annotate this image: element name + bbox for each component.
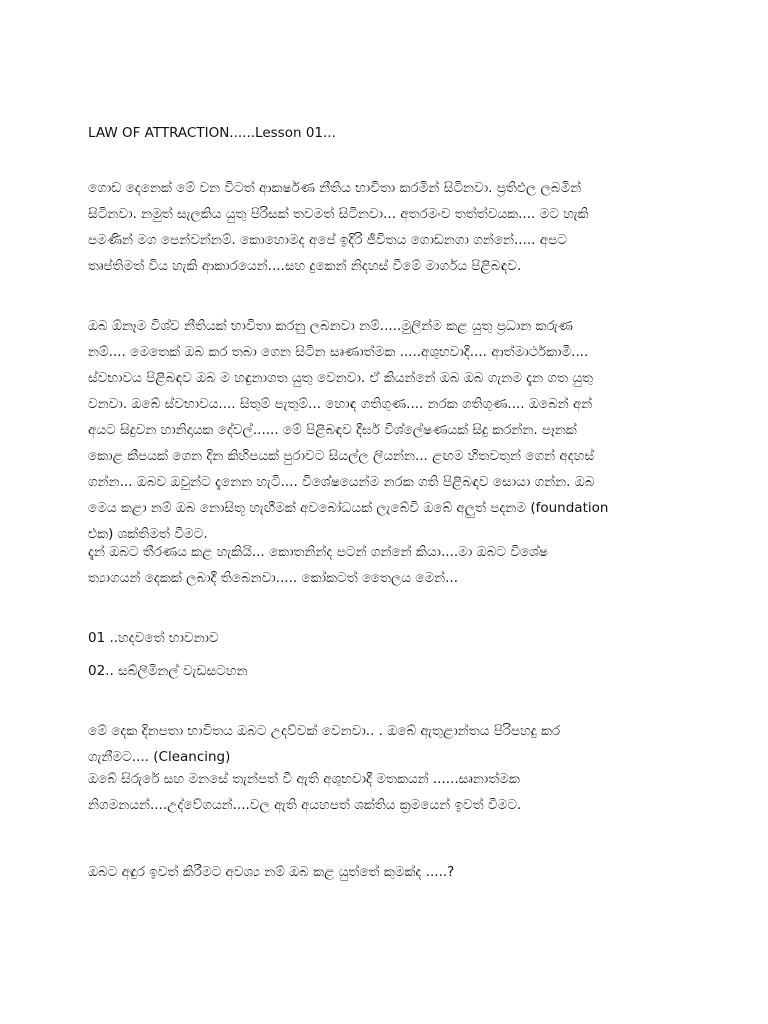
text-line: මෙය කළා නම් ඔබ නොසිතූ හැඟීමක් අවබෝධයක් ලැබේවි ඔබේ අලුත් පදනම (foundation (88, 500, 609, 516)
text-line: එක) ශක්තිමත් වීමට. (88, 526, 208, 542)
text-line: තෘප්තිමත් විය හැකි ආකාරයෙන්....සහ දුකෙන් නිදහස් වීමේ මාර්ගය පිළිබඳව. (88, 258, 522, 274)
list-item (88, 658, 688, 684)
text-line: ගොඩ දෙනෙක් මේ වන විටත් ආකර්ෂණ නීතිය භාවිතා කරමින් සිටිනවා. ප්‍රතිඵල ලබමින් (88, 180, 582, 196)
text-line: නිගමනයන්....උද්වේගයන්....වල ඇති අයහපත් ශක්තිය ක්‍රමයෙන් ඉවත් වීමට. (88, 797, 522, 813)
text-line: පමණින් මග පෙන්වන්නම්. කොහොමද අපේ ඉදිරි ජීවිතය ගොඩනගා ගන්නේ..... අපට (88, 232, 567, 248)
text-line: ඔබ ඕනෑම විශ්ව නීතියක් භාවිතා කරනු ලබනවා නම්.....මුලින්ම කළ යුතු ප්‍රධාන කරුණ (88, 318, 573, 334)
text-line: අයට සිදුවන හානිදායක දේවල්...... මේ පිළිබඳව දීර්ඝ විශ්ලේෂණයක් සිදු කරන්න. පෑනක් (88, 422, 577, 438)
paragraph-release (88, 766, 688, 818)
text-line: නම්.... මෙතෙක් ඔබ කර තබා ගෙන සිටින සෘණාත්මක .....අශුභවාදී.... ආත්මාර්ථකාමී.... (88, 344, 589, 360)
list-item-text: 02.. සබ්ලිමිනල් වැඩසටහන (88, 663, 248, 679)
text-line: මේ දෙක දිනපතා භාවිතය ඔබට උදව්වක් වෙනවා.. . ඔබේ ඇතුළාන්තය පිරිපහදු කර (88, 723, 561, 739)
document-title (88, 120, 688, 146)
text-line: ගන්න... ඔබව ඔවුන්ට දැනෙන හැටි.... විශේෂයෙන්ම නරක ගති පිළිබඳව සොයා ගන්න. ඔබ (88, 474, 595, 490)
text-line: ස්වභාවය පිළිබඳව ඔබ ම හඳුනාගත යුතු වෙනවා. ඒ කියන්නේ ඔබ ඔබ ගැනම දැන ගත යුතු (88, 370, 594, 386)
text-line: වනවා. ඔබේ ස්වභාවය.... සිතුම් පැතුම්... හොඳ ගතිගුණ.... නරක ගතිගුණ.... ඔබෙන් අන් (88, 396, 593, 412)
list-item (88, 625, 688, 651)
text-line: කොළ කීපයක් ගෙන දින කිහිපයක් පුරාවට සියල්ල ලියන්න... ළඟම හිතවතුන් ගෙන් අදහස් (88, 448, 595, 464)
paragraph-question (88, 859, 688, 885)
paragraph-self-analysis (88, 313, 688, 547)
paragraph-gifts (88, 539, 688, 591)
title-text: LAW OF ATTRACTION......Lesson 01... (88, 125, 336, 141)
paragraph-daily-use (88, 718, 688, 770)
list-item-text: 01 ..හදවතේ භාවනාව (88, 630, 219, 646)
text-line: ඔබට අඳුර ඉවත් කිරීමට අවශ්‍ය නම් ඔබ කළ යුත්තේ කුමක්ද .....? (88, 864, 455, 880)
text-line: ත්‍යාගයන් දෙකක් ලබාදී තිබෙනවා..... කෝකටත් තෛලය මෙන්... (88, 570, 458, 586)
text-line: දැන් ඔබට තීරණය කළ හැකියි... කොතනින්ද පටන් ගන්නේ කියා....මා ඔබට විශේෂ (88, 544, 548, 560)
paragraph-intro (88, 175, 688, 279)
text-line: ගැනීමට.... (Cleancing) (88, 749, 231, 765)
text-line: සිටිනවා. නමුත් සැලකිය යුතු පිරිසක් තවමත් සිටිනවා... අතරමංව තත්ත්වයක.... මට හැකි (88, 206, 589, 222)
text-line: ඔබේ සිරුරේ සහ මනසේ තැන්පත් වී ඇති අශුභවාදී මතකයන් ......සෘනාත්මක (88, 771, 520, 787)
